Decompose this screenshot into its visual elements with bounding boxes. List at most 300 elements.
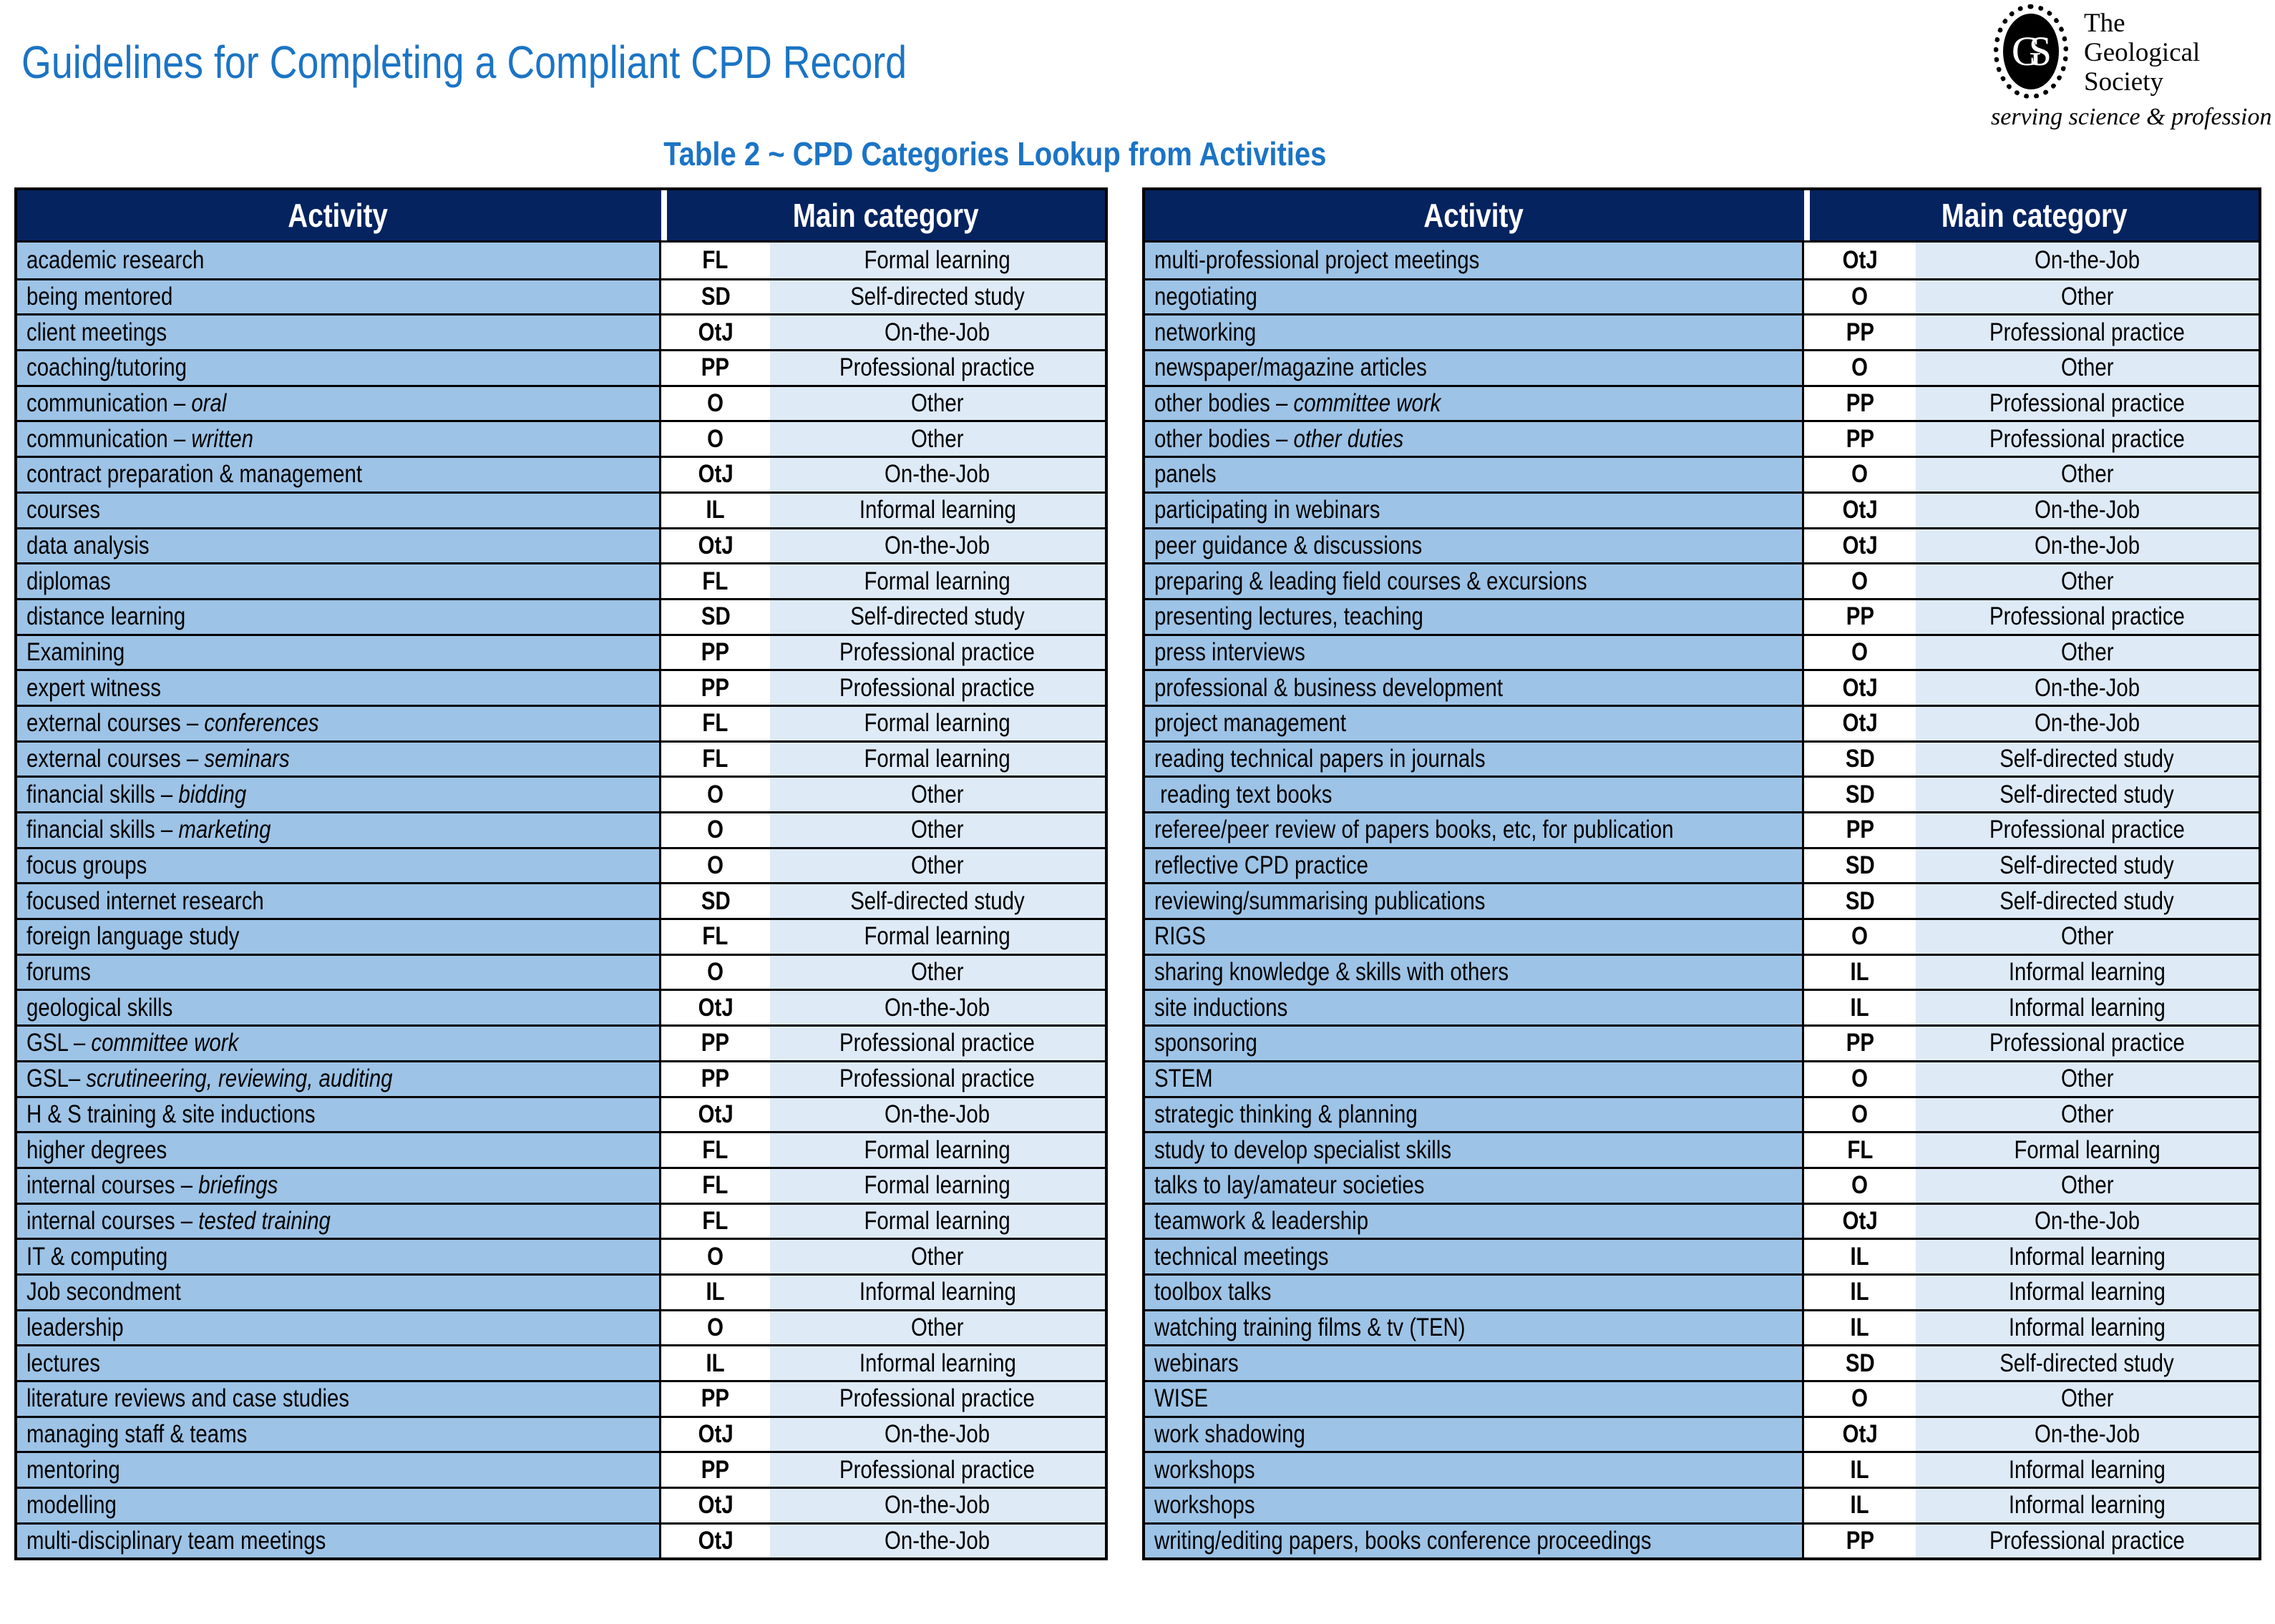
abbr-cell: FL xyxy=(661,707,770,740)
activity-cell: reflective CPD practice xyxy=(1145,849,1804,883)
activity-cell: data analysis xyxy=(17,529,661,563)
category-cell: Professional practice xyxy=(770,636,1105,670)
activity-cell: literature reviews and case studies xyxy=(17,1382,661,1416)
table-body xyxy=(17,243,1105,1557)
table-row xyxy=(1145,1203,2259,1238)
abbr-cell: O xyxy=(661,778,770,811)
abbr-cell: O xyxy=(661,422,770,456)
abbr-cell: FL xyxy=(661,243,770,278)
category-cell: Self-directed study xyxy=(1916,849,2259,883)
activity-cell: coaching/tutoring xyxy=(17,351,661,385)
abbr-cell: OtJ xyxy=(1804,1418,1916,1452)
abbr-cell: O xyxy=(1804,1382,1916,1416)
abbr-cell: SD xyxy=(661,600,770,634)
table-row xyxy=(1145,1344,2259,1380)
logo-name-line: The xyxy=(2084,9,2125,38)
activity-cell: teamwork & leadership xyxy=(1145,1205,1804,1238)
logo-tagline: serving science & profession xyxy=(1991,104,2272,130)
category-cell: Formal learning xyxy=(770,920,1105,954)
table-row xyxy=(17,491,1105,527)
abbr-cell: FL xyxy=(1804,1133,1916,1167)
activity-cell: higher degrees xyxy=(17,1133,661,1167)
activity-cell: being mentored xyxy=(17,280,661,314)
logo-name xyxy=(2084,9,2200,97)
category-cell: On-the-Job xyxy=(770,458,1105,491)
activity-cell: foreign language study xyxy=(17,920,661,954)
table-row xyxy=(17,1273,1105,1309)
abbr-cell: O xyxy=(1804,1062,1916,1096)
activity-cell: reviewing/summarising publications xyxy=(1145,884,1804,918)
category-cell: On-the-Job xyxy=(1916,1205,2259,1238)
table-row xyxy=(1145,847,2259,883)
table-row xyxy=(17,420,1105,456)
table-row xyxy=(17,669,1105,705)
category-cell: Other xyxy=(770,778,1105,811)
abbr-cell: OtJ xyxy=(1804,671,1916,705)
activity-cell: geological skills xyxy=(17,991,661,1024)
category-cell: On-the-Job xyxy=(1916,243,2259,278)
category-cell: Formal learning xyxy=(770,1133,1105,1167)
table-row xyxy=(1145,491,2259,527)
activity-cell: client meetings xyxy=(17,315,661,349)
category-cell: Formal learning xyxy=(770,564,1105,598)
table-row xyxy=(17,278,1105,314)
abbr-cell: OtJ xyxy=(661,529,770,563)
table-row xyxy=(1145,1167,2259,1203)
abbr-cell: O xyxy=(661,956,770,989)
category-cell: Other xyxy=(770,1311,1105,1345)
table-row xyxy=(17,598,1105,634)
abbr-cell: O xyxy=(1804,920,1916,954)
activity-header-cell: Activity xyxy=(17,190,661,240)
category-cell: Professional practice xyxy=(770,1382,1105,1416)
table-row xyxy=(1145,776,2259,811)
abbr-cell: FL xyxy=(661,743,770,776)
table-row xyxy=(1145,669,2259,705)
table-row xyxy=(1145,1131,2259,1167)
table-row xyxy=(17,1203,1105,1238)
abbr-cell: O xyxy=(661,1311,770,1345)
abbr-cell: FL xyxy=(661,1169,770,1203)
category-cell: On-the-Job xyxy=(1916,529,2259,563)
abbr-cell: O xyxy=(661,1240,770,1273)
category-cell: Other xyxy=(1916,1382,2259,1416)
activity-cell: external courses – seminars xyxy=(17,743,661,776)
table-row xyxy=(1145,562,2259,598)
category-cell: Other xyxy=(770,813,1105,847)
activity-cell: diplomas xyxy=(17,564,661,598)
activity-header-cell: Activity xyxy=(1145,190,1804,240)
abbr-cell: O xyxy=(1804,1169,1916,1203)
table-row xyxy=(17,1131,1105,1167)
table-row xyxy=(17,882,1105,918)
abbr-cell: PP xyxy=(1804,600,1916,634)
category-cell: Professional practice xyxy=(770,1453,1105,1487)
activity-cell: GSL – committee work xyxy=(17,1027,661,1060)
category-cell: Other xyxy=(1916,280,2259,314)
category-cell: Professional practice xyxy=(770,1027,1105,1060)
abbr-cell: FL xyxy=(661,564,770,598)
table-row xyxy=(17,918,1105,954)
activity-cell: writing/editing papers, books conference proceedings xyxy=(1145,1525,1804,1558)
table-row xyxy=(17,1451,1105,1487)
activity-cell: financial skills – marketing xyxy=(17,813,661,847)
table-row xyxy=(1145,420,2259,456)
table-row xyxy=(17,1309,1105,1345)
table-row xyxy=(1145,882,2259,918)
category-cell: On-the-Job xyxy=(1916,494,2259,527)
abbr-cell: PP xyxy=(1804,315,1916,349)
activity-cell: financial skills – bidding xyxy=(17,778,661,811)
logo-name-line: Geological xyxy=(2084,38,2201,67)
activity-cell: expert witness xyxy=(17,671,661,705)
activity-cell: lectures xyxy=(17,1346,661,1380)
activity-cell: panels xyxy=(1145,458,1804,491)
activity-cell: focus groups xyxy=(17,849,661,883)
abbr-cell: OtJ xyxy=(1804,529,1916,563)
category-cell: Formal learning xyxy=(770,1205,1105,1238)
table-row xyxy=(1145,634,2259,670)
table-row xyxy=(17,243,1105,278)
table-body xyxy=(1145,243,2259,1557)
table-row xyxy=(1145,918,2259,954)
category-cell: Other xyxy=(770,387,1105,421)
table-row xyxy=(17,349,1105,385)
abbr-cell: O xyxy=(661,849,770,883)
activity-cell: professional & business development xyxy=(1145,671,1804,705)
abbr-cell: O xyxy=(1804,280,1916,314)
table-row xyxy=(17,989,1105,1024)
table-caption: Table 2 ~ CPD Categories Lookup from Activities xyxy=(663,135,1327,172)
abbr-cell: SD xyxy=(1804,778,1916,811)
table-row xyxy=(17,1416,1105,1452)
table-row xyxy=(17,313,1105,349)
activity-cell: project management xyxy=(1145,707,1804,740)
table-row xyxy=(1145,954,2259,989)
activity-cell: webinars xyxy=(1145,1346,1804,1380)
abbr-cell: OtJ xyxy=(661,1098,770,1132)
abbr-cell: PP xyxy=(661,671,770,705)
table-row xyxy=(1145,1024,2259,1060)
table-header xyxy=(17,190,1105,243)
abbr-cell: SD xyxy=(1804,743,1916,776)
abbr-cell: PP xyxy=(1804,387,1916,421)
activity-cell: reading technical papers in journals xyxy=(1145,743,1804,776)
table-row xyxy=(17,1024,1105,1060)
activity-cell: modelling xyxy=(17,1489,661,1522)
abbr-cell: IL xyxy=(1804,991,1916,1024)
table-row xyxy=(1145,705,2259,740)
category-cell: Professional practice xyxy=(1916,813,2259,847)
abbr-cell: PP xyxy=(661,1062,770,1096)
activity-cell: contract preparation & management xyxy=(17,458,661,491)
table-row xyxy=(1145,740,2259,776)
table-row xyxy=(1145,278,2259,314)
activity-cell: referee/peer review of papers books, etc, for publication xyxy=(1145,813,1804,847)
activity-cell: mentoring xyxy=(17,1453,661,1487)
table-row xyxy=(17,1487,1105,1522)
category-cell: Informal learning xyxy=(1916,1240,2259,1273)
abbr-cell: PP xyxy=(661,351,770,385)
activity-cell: leadership xyxy=(17,1311,661,1345)
activity-cell: workshops xyxy=(1145,1453,1804,1487)
category-cell: Self-directed study xyxy=(770,884,1105,918)
activity-cell: IT & computing xyxy=(17,1240,661,1273)
activity-cell: peer guidance & discussions xyxy=(1145,529,1804,563)
abbr-cell: O xyxy=(661,387,770,421)
category-cell: On-the-Job xyxy=(770,1525,1105,1558)
category-cell: On-the-Job xyxy=(1916,671,2259,705)
table-row xyxy=(1145,598,2259,634)
category-cell: Other xyxy=(770,956,1105,989)
table-row xyxy=(17,1344,1105,1380)
abbr-cell: OtJ xyxy=(661,1418,770,1452)
table-row xyxy=(17,1238,1105,1273)
table-row xyxy=(17,740,1105,776)
activity-cell: work shadowing xyxy=(1145,1418,1804,1452)
abbr-cell: PP xyxy=(1804,1525,1916,1558)
category-cell: Other xyxy=(1916,636,2259,670)
table-row xyxy=(17,1060,1105,1096)
table-row xyxy=(17,527,1105,563)
activity-cell: courses xyxy=(17,494,661,527)
abbr-cell: OtJ xyxy=(1804,707,1916,740)
activity-cell: participating in webinars xyxy=(1145,494,1804,527)
table-row xyxy=(1145,385,2259,421)
logo xyxy=(1988,1,2274,139)
abbr-cell: OtJ xyxy=(661,1525,770,1558)
activity-cell: multi-disciplinary team meetings xyxy=(17,1525,661,1558)
category-cell: Other xyxy=(770,422,1105,456)
activity-cell: negotiating xyxy=(1145,280,1804,314)
activity-cell: RIGS xyxy=(1145,920,1804,954)
activity-cell: strategic thinking & planning xyxy=(1145,1098,1804,1132)
category-cell: Self-directed study xyxy=(770,600,1105,634)
category-cell: On-the-Job xyxy=(770,315,1105,349)
logo-name-line: Society xyxy=(2084,67,2163,97)
activity-cell: presenting lectures, teaching xyxy=(1145,600,1804,634)
table-row xyxy=(1145,1273,2259,1309)
activity-cell: STEM xyxy=(1145,1062,1804,1096)
category-cell: Informal learning xyxy=(770,494,1105,527)
activity-cell: distance learning xyxy=(17,600,661,634)
table-row xyxy=(1145,1309,2259,1345)
abbr-cell: OtJ xyxy=(661,991,770,1024)
abbr-cell: FL xyxy=(661,920,770,954)
abbr-cell: O xyxy=(1804,564,1916,598)
table-row xyxy=(1145,1380,2259,1416)
table-row xyxy=(17,634,1105,670)
category-cell: Other xyxy=(1916,351,2259,385)
table-row xyxy=(1145,243,2259,278)
abbr-cell: IL xyxy=(661,1276,770,1309)
abbr-cell: FL xyxy=(661,1133,770,1167)
activity-cell: internal courses – tested training xyxy=(17,1205,661,1238)
category-cell: On-the-Job xyxy=(770,1489,1105,1522)
activity-cell: H & S training & site inductions xyxy=(17,1098,661,1132)
activity-cell: multi-professional project meetings xyxy=(1145,243,1804,278)
abbr-cell: IL xyxy=(1804,1276,1916,1309)
activity-cell: newspaper/magazine articles xyxy=(1145,351,1804,385)
table-row xyxy=(1145,313,2259,349)
category-cell: On-the-Job xyxy=(1916,1418,2259,1452)
abbr-cell: SD xyxy=(1804,849,1916,883)
category-cell: Professional practice xyxy=(1916,387,2259,421)
category-cell: Informal learning xyxy=(1916,956,2259,989)
table-row xyxy=(1145,989,2259,1024)
abbr-cell: OtJ xyxy=(661,1489,770,1522)
category-cell: On-the-Job xyxy=(770,991,1105,1024)
activity-cell: external courses – conferences xyxy=(17,707,661,740)
activity-cell: watching training films & tv (TEN) xyxy=(1145,1311,1804,1345)
gs-seal-icon xyxy=(1994,4,2068,99)
category-cell: Self-directed study xyxy=(1916,1346,2259,1380)
abbr-cell: IL xyxy=(1804,1311,1916,1345)
table-row xyxy=(1145,1238,2259,1273)
category-cell: Informal learning xyxy=(1916,1453,2259,1487)
abbr-cell: PP xyxy=(661,1027,770,1060)
abbr-cell: IL xyxy=(1804,1240,1916,1273)
category-cell: Formal learning xyxy=(770,743,1105,776)
activity-cell: Job secondment xyxy=(17,1276,661,1309)
cpd-table-left xyxy=(14,187,1108,1560)
activity-cell: other bodies – other duties xyxy=(1145,422,1804,456)
category-cell: Informal learning xyxy=(1916,991,2259,1024)
category-cell: Professional practice xyxy=(770,671,1105,705)
table-row xyxy=(17,385,1105,421)
table-row xyxy=(1145,349,2259,385)
abbr-cell: O xyxy=(1804,1098,1916,1132)
abbr-cell: SD xyxy=(1804,1346,1916,1380)
activity-cell: reading text books xyxy=(1145,778,1804,811)
abbr-cell: PP xyxy=(661,636,770,670)
abbr-cell: OtJ xyxy=(1804,243,1916,278)
category-cell: Formal learning xyxy=(770,707,1105,740)
category-cell: Self-directed study xyxy=(1916,884,2259,918)
abbr-cell: OtJ xyxy=(1804,494,1916,527)
table-row xyxy=(17,1096,1105,1132)
activity-cell: other bodies – committee work xyxy=(1145,387,1804,421)
table-row xyxy=(17,562,1105,598)
activity-cell: GSL– scrutineering, reviewing, auditing xyxy=(17,1062,661,1096)
abbr-cell: PP xyxy=(1804,422,1916,456)
table-row xyxy=(1145,811,2259,847)
table-row xyxy=(17,954,1105,989)
category-cell: Formal learning xyxy=(1916,1133,2259,1167)
category-cell: Professional practice xyxy=(1916,315,2259,349)
category-header-cell: Main category xyxy=(661,190,1105,240)
activity-cell: sharing knowledge & skills with others xyxy=(1145,956,1804,989)
category-cell: On-the-Job xyxy=(770,1418,1105,1452)
activity-cell: preparing & leading field courses & excursions xyxy=(1145,564,1804,598)
category-cell: Informal learning xyxy=(1916,1276,2259,1309)
abbr-cell: OtJ xyxy=(661,458,770,491)
table-row xyxy=(17,847,1105,883)
activity-cell: WISE xyxy=(1145,1382,1804,1416)
table-row xyxy=(1145,1451,2259,1487)
category-cell: Other xyxy=(1916,1098,2259,1132)
cpd-table-right xyxy=(1142,187,2261,1560)
abbr-cell: PP xyxy=(1804,813,1916,847)
category-cell: Informal learning xyxy=(770,1346,1105,1380)
category-cell: On-the-Job xyxy=(770,529,1105,563)
table-row xyxy=(17,456,1105,491)
table-row xyxy=(1145,1096,2259,1132)
activity-cell: forums xyxy=(17,956,661,989)
category-cell: Professional practice xyxy=(1916,1027,2259,1060)
activity-cell: Examining xyxy=(17,636,661,670)
activity-cell: toolbox talks xyxy=(1145,1276,1804,1309)
abbr-cell: PP xyxy=(661,1453,770,1487)
category-cell: Self-directed study xyxy=(770,280,1105,314)
page-title: Guidelines for Completing a Compliant CPD Record xyxy=(21,36,907,88)
category-cell: Other xyxy=(770,1240,1105,1273)
category-cell: Professional practice xyxy=(1916,600,2259,634)
abbr-cell: O xyxy=(661,813,770,847)
category-cell: Professional practice xyxy=(1916,422,2259,456)
abbr-cell: PP xyxy=(661,1382,770,1416)
abbr-cell: IL xyxy=(1804,1453,1916,1487)
category-cell: Professional practice xyxy=(1916,1525,2259,1558)
table-row xyxy=(17,776,1105,811)
table-row xyxy=(1145,456,2259,491)
table-row xyxy=(1145,1416,2259,1452)
abbr-cell: IL xyxy=(1804,1489,1916,1522)
activity-cell: press interviews xyxy=(1145,636,1804,670)
category-cell: Informal learning xyxy=(1916,1489,2259,1522)
abbr-cell: PP xyxy=(1804,1027,1916,1060)
category-cell: On-the-Job xyxy=(1916,707,2259,740)
table-row xyxy=(1145,1487,2259,1522)
category-cell: Self-directed study xyxy=(1916,778,2259,811)
gs-monogram: GS xyxy=(2011,28,2040,74)
table-row xyxy=(17,1380,1105,1416)
category-cell: Formal learning xyxy=(770,243,1105,278)
activity-cell: focused internet research xyxy=(17,884,661,918)
abbr-cell: O xyxy=(1804,636,1916,670)
abbr-cell: IL xyxy=(661,494,770,527)
activity-cell: managing staff & teams xyxy=(17,1418,661,1452)
abbr-cell: SD xyxy=(661,280,770,314)
table-row xyxy=(1145,527,2259,563)
activity-cell: workshops xyxy=(1145,1489,1804,1522)
category-cell: Self-directed study xyxy=(1916,743,2259,776)
abbr-cell: FL xyxy=(661,1205,770,1238)
activity-cell: site inductions xyxy=(1145,991,1804,1024)
category-cell: Other xyxy=(1916,920,2259,954)
activity-cell: study to develop specialist skills xyxy=(1145,1133,1804,1167)
activity-cell: technical meetings xyxy=(1145,1240,1804,1273)
activity-cell: communication – oral xyxy=(17,387,661,421)
abbr-cell: IL xyxy=(661,1346,770,1380)
abbr-cell: O xyxy=(1804,458,1916,491)
category-cell: Other xyxy=(1916,458,2259,491)
activity-cell: sponsoring xyxy=(1145,1027,1804,1060)
table-header xyxy=(1145,190,2259,243)
abbr-cell: OtJ xyxy=(1804,1205,1916,1238)
activity-cell: academic research xyxy=(17,243,661,278)
category-cell: Other xyxy=(1916,1169,2259,1203)
category-header-cell: Main category xyxy=(1804,190,2259,240)
abbr-cell: OtJ xyxy=(661,315,770,349)
activity-cell: communication – written xyxy=(17,422,661,456)
abbr-cell: O xyxy=(1804,351,1916,385)
category-cell: Other xyxy=(770,849,1105,883)
activity-cell: talks to lay/amateur societies xyxy=(1145,1169,1804,1203)
table-row xyxy=(1145,1060,2259,1096)
category-cell: Other xyxy=(1916,564,2259,598)
abbr-cell: SD xyxy=(661,884,770,918)
